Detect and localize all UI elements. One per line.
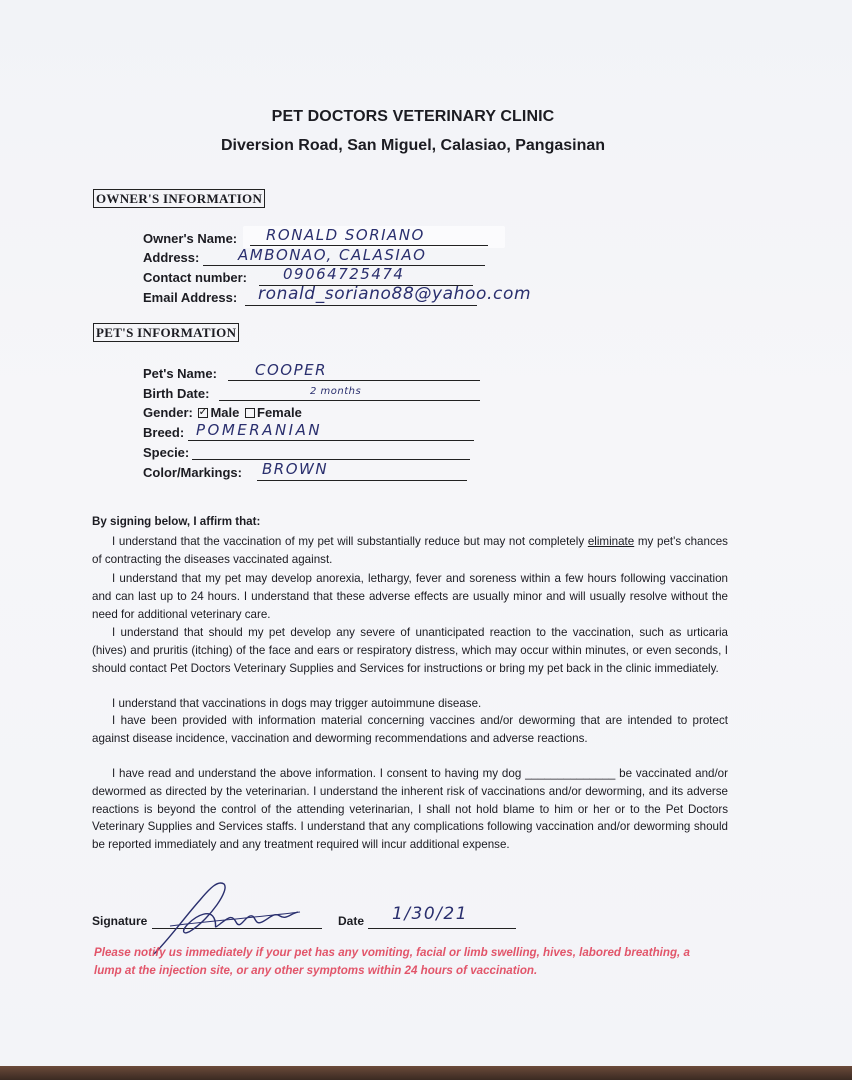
- pet-name-line: [228, 380, 480, 381]
- consent-paragraph-1: I understand that the vaccination of my pet will substantially reduce but may not completely eliminate my pet's chances of contracting the diseases vaccinated against.: [92, 535, 728, 566]
- pet-section-heading: PET'S INFORMATION: [93, 323, 239, 342]
- owner-name-value[interactable]: RONALD SORIANO: [266, 226, 425, 244]
- consent-paragraph-6: I have read and understand the above information. I consent to having my dog ______________ be vaccinated and/or dewormed as directed by the veterinarian. I understand the inherent risk of vaccinations and/or deworming, and its adverse reactions is beyond the control of the attending veterinarian, I shall not hold blame to him or her or to the Pet Doctors Veterinary Supplies and Services staffs. I understand that any complications following vaccination and/or deworming should be reported immediately and any treatment required will incur additional expense.: [92, 767, 728, 852]
- clinic-name: PET DOCTORS VETERINARY CLINIC: [271, 108, 555, 125]
- consent-paragraph-5: I have been provided with information material concerning vaccines and/or deworming that are intended to protect against disease incidence, vaccination and deworming recommendations and adverse reactions.: [92, 714, 728, 745]
- breed-value[interactable]: POMERANIAN: [196, 421, 323, 439]
- pet-name-value[interactable]: COOPER: [255, 361, 328, 379]
- gender-male-label: Male: [210, 405, 240, 420]
- consent-paragraph-3: I understand that should my pet develop any severe of unanticipated reaction to the vaccination, such as urticaria (hives) and pruritis (itching) of the face and ears or respiratory distress, which may occur within minutes, or even seconds, I should contact Pet Doctors Veterinary Supplies and Services for instructions or bring my pet back in the clinic immediately.: [92, 626, 728, 675]
- date-label: Date: [338, 914, 365, 928]
- check-icon: ✓: [198, 405, 208, 418]
- consent-paragraph-4: I understand that vaccinations in dogs may trigger autoimmune disease.: [112, 697, 482, 710]
- gender-female-label: Female: [257, 405, 302, 420]
- specie-label: Specie:: [143, 445, 190, 460]
- consent-heading: By signing below, I affirm that:: [92, 515, 261, 528]
- birth-date-line: [219, 400, 480, 401]
- owner-email-value[interactable]: ronald_soriano88@yahoo.com: [258, 284, 532, 304]
- color-label: Color/Markings:: [143, 465, 242, 480]
- clinic-address: Diversion Road, San Miguel, Calasiao, Pangasinan: [220, 137, 606, 154]
- gender-female-checkbox[interactable]: [245, 408, 255, 418]
- owner-name-label: Owner's Name:: [143, 231, 238, 246]
- owner-section-heading: OWNER'S INFORMATION: [93, 189, 265, 208]
- date-line: [368, 928, 516, 929]
- birth-date-label: Birth Date:: [143, 386, 210, 401]
- birth-date-value[interactable]: 2 months: [310, 386, 362, 397]
- gender-label: Gender:: [143, 405, 193, 420]
- date-value[interactable]: 1/30/21: [392, 904, 469, 924]
- owner-address-label: Address:: [143, 250, 200, 265]
- signature-label: Signature: [92, 914, 148, 928]
- consent-paragraph-2: I understand that my pet may develop anorexia, lethargy, fever and soreness within a few hours following vaccination and can last up to 24 hours. I understand that these adverse effects are usually minor and will usually resolve without the need for additional veterinary care.: [92, 572, 728, 621]
- gender-row: [143, 405, 302, 420]
- aftercare-notice: Please notify us immediately if your pet has any vomiting, facial or limb swelling, hives, labored breathing, a lump at the injection site, or any other symptoms within 24 hours of vaccination.: [94, 946, 690, 977]
- scan-edge-band: [0, 1066, 852, 1080]
- owner-contact-label: Contact number:: [143, 270, 247, 285]
- owner-address-value[interactable]: AMBONAO, CALASIAO: [238, 246, 427, 264]
- owner-email-line: [245, 305, 477, 306]
- gender-male-checkbox[interactable]: [198, 405, 208, 418]
- breed-label: Breed:: [143, 425, 185, 440]
- color-line: [257, 480, 467, 481]
- specie-line: [192, 459, 470, 460]
- owner-contact-value[interactable]: 09064725474: [283, 265, 405, 283]
- owner-email-label: Email Address:: [143, 290, 238, 305]
- color-value[interactable]: BROWN: [262, 460, 329, 478]
- breed-line: [188, 440, 474, 441]
- pet-name-label: Pet's Name:: [143, 366, 217, 381]
